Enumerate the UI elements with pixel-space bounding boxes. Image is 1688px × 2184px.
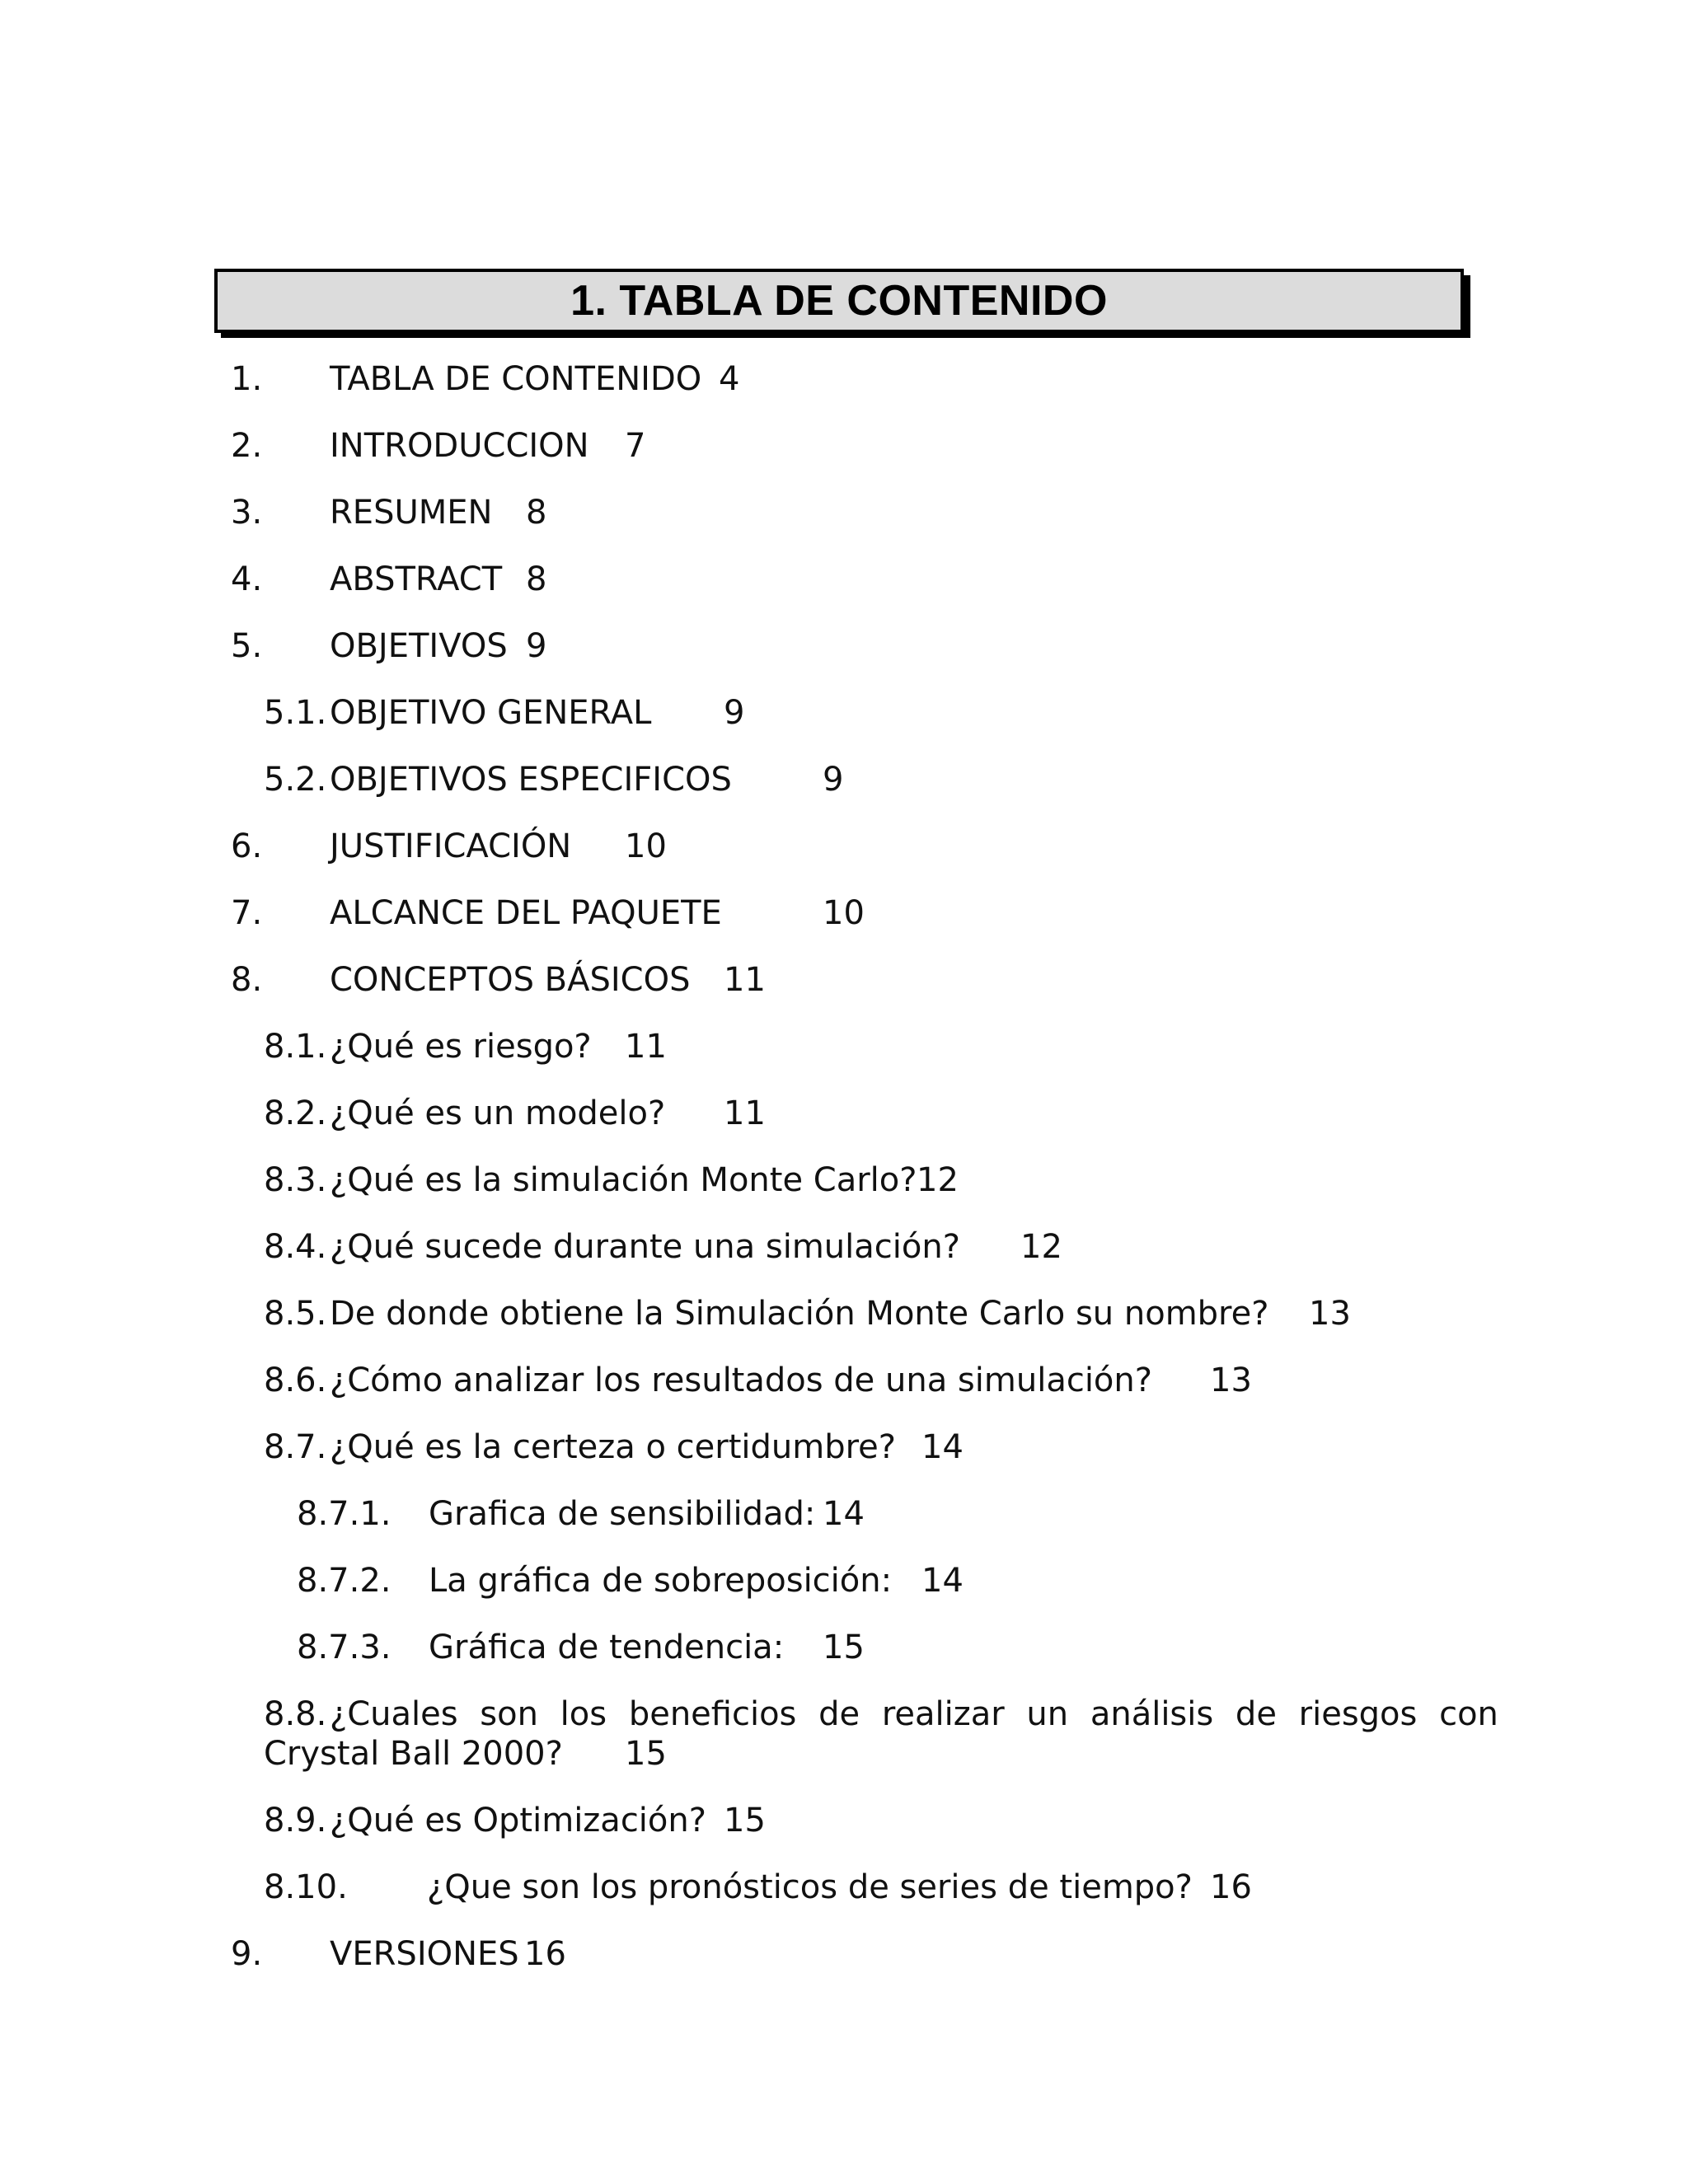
toc-entry-number: 8.1.	[264, 1028, 327, 1066]
toc-entry-title: ABSTRACT	[330, 560, 503, 598]
toc-entry-title: CONCEPTOS BÁSICOS	[330, 961, 691, 999]
toc-entry-number: 8.10.	[264, 1868, 348, 1906]
toc-entry[interactable]	[264, 1227, 1467, 1267]
toc-entry-title: ¿Qué es la certeza o certidumbre?	[330, 1428, 896, 1466]
toc-entry-title: INTRODUCCION	[330, 427, 589, 465]
toc-entry-number: 8.	[231, 961, 263, 999]
toc-entry-number: 5.	[231, 627, 263, 665]
toc-entry-page: 10	[625, 827, 667, 865]
toc-entry[interactable]	[297, 1628, 1467, 1667]
toc-entry-page: 14	[921, 1562, 964, 1600]
toc-entry-title-continuation: Crystal Ball 2000?	[264, 1735, 563, 1773]
toc-entry[interactable]	[264, 1027, 1467, 1066]
toc-entry-number: 5.1.	[264, 694, 327, 732]
toc-entry[interactable]	[264, 1361, 1467, 1400]
toc-entry-number: 3.	[231, 494, 263, 532]
toc-entry-title: OBJETIVO GENERAL	[330, 694, 652, 732]
toc-entry[interactable]	[231, 1934, 1467, 1974]
toc-entry[interactable]	[231, 626, 1467, 666]
toc-entry-number: 5.2.	[264, 761, 327, 799]
toc-entry-page: 12	[917, 1161, 959, 1199]
toc-entry-page: 11	[724, 961, 766, 999]
toc-entry[interactable]	[264, 1094, 1467, 1133]
toc-heading-title: 1. TABLA DE CONTENIDO	[570, 277, 1108, 325]
toc-entry-number: 8.7.2.	[297, 1562, 392, 1600]
toc-entry-number: 8.7.	[264, 1428, 327, 1466]
toc-entry[interactable]	[264, 760, 1467, 799]
toc-entry[interactable]	[231, 426, 1467, 466]
toc-entry-title: RESUMEN	[330, 494, 493, 532]
toc-entry-title: Grafica de sensibilidad:	[429, 1495, 816, 1533]
toc-entry[interactable]	[264, 1294, 1467, 1333]
toc-entry[interactable]	[231, 827, 1467, 866]
toc-entry-page: 14	[921, 1428, 964, 1466]
toc-entry-number: 8.7.3.	[297, 1629, 392, 1666]
toc-entry[interactable]	[231, 560, 1467, 599]
toc-entry-title: ¿Cómo analizar los resultados de una simulación?	[330, 1361, 1152, 1399]
toc-entry-page: 11	[724, 1094, 766, 1132]
toc-entry-page: 8	[526, 494, 547, 532]
toc-entry-number: 8.2.	[264, 1094, 327, 1132]
toc-entry-number: 8.5.	[264, 1295, 327, 1333]
toc-entry-title: JUSTIFICACIÓN	[330, 827, 572, 865]
toc-entry-title: ¿Qué es la simulación Monte Carlo?	[330, 1161, 917, 1199]
toc-entry-title: ¿Qué es un modelo?	[330, 1094, 666, 1132]
toc-entry-number: 8.7.1.	[297, 1495, 392, 1533]
toc-heading-box	[214, 269, 1464, 333]
toc-entry-page: 14	[823, 1495, 865, 1533]
toc-entry-page: 7	[625, 427, 646, 465]
toc-entry-number: 9.	[231, 1935, 263, 1973]
toc-entry-page: 12	[1020, 1228, 1062, 1266]
toc-entry[interactable]	[231, 960, 1467, 1000]
toc-entry-title: ALCANCE DEL PAQUETE	[330, 894, 722, 932]
toc-entry-page: 16	[1210, 1868, 1252, 1906]
toc-entry[interactable]	[297, 1561, 1467, 1601]
toc-entry-page: 9	[823, 761, 844, 799]
toc-entry-title: TABLA DE CONTENIDO	[330, 360, 702, 398]
toc-entry-page: 15	[823, 1629, 865, 1666]
toc-entry-title: ¿Qué es Optimización?	[330, 1802, 706, 1840]
toc-entry-number: 1.	[231, 360, 263, 398]
toc-entry-title: ¿Qué es riesgo?	[330, 1028, 592, 1066]
toc-entry-page: 4	[719, 360, 740, 398]
toc-entry-page: 15	[625, 1735, 667, 1773]
toc-entry-title: ¿Que son los pronósticos de series de tiempo?	[427, 1868, 1193, 1906]
toc-entry-number: 8.8.	[264, 1695, 327, 1733]
toc-entry-title: La gráfica de sobreposición:	[429, 1562, 893, 1600]
toc-entry[interactable]	[264, 1427, 1467, 1467]
toc-entry-number: 8.3.	[264, 1161, 327, 1199]
toc-entry[interactable]	[231, 359, 1467, 399]
toc-entry-page: 16	[524, 1935, 566, 1973]
toc-entry-title: De donde obtiene la Simulación Monte Carlo su nombre?	[330, 1295, 1269, 1333]
toc-entry-number: 4.	[231, 560, 263, 598]
toc-entry[interactable]	[297, 1494, 1467, 1534]
toc-entry-title: Gráfica de tendencia:	[429, 1629, 785, 1666]
toc-entry[interactable]	[264, 1801, 1467, 1840]
toc-entry-title: ¿Qué sucede durante una simulación?	[330, 1228, 960, 1266]
toc-entry-title: OBJETIVOS	[330, 627, 508, 665]
toc-entry-number: 2.	[231, 427, 263, 465]
toc-entry-number: 8.6.	[264, 1361, 327, 1399]
toc-entry-title: OBJETIVOS ESPECIFICOS	[330, 761, 732, 799]
toc-entry-number: 8.9.	[264, 1802, 327, 1840]
toc-entry-title: ¿Cuales son los beneficios de realizar un análisis de riesgos con	[330, 1695, 1498, 1733]
toc-entry[interactable]	[264, 693, 1467, 733]
toc-entry-number: 7.	[231, 894, 263, 932]
toc-entry[interactable]	[264, 1694, 1498, 1774]
toc-entry-page: 10	[823, 894, 865, 932]
toc-entry[interactable]	[231, 893, 1467, 933]
toc-entry[interactable]	[264, 1160, 1467, 1200]
toc-entry-page: 11	[625, 1028, 667, 1066]
toc-entry[interactable]	[231, 493, 1467, 532]
toc-entry-page: 8	[526, 560, 547, 598]
toc-entry-page: 13	[1210, 1361, 1252, 1399]
toc-entry-title: VERSIONES	[330, 1935, 519, 1973]
toc-entry[interactable]	[264, 1868, 1467, 1907]
toc-entry-number: 8.4.	[264, 1228, 327, 1266]
toc-entry-page: 13	[1309, 1295, 1351, 1333]
toc-entry-page: 9	[526, 627, 547, 665]
toc-entry-number: 6.	[231, 827, 263, 865]
toc-entry-page: 15	[724, 1802, 766, 1840]
toc-entry-page: 9	[724, 694, 745, 732]
